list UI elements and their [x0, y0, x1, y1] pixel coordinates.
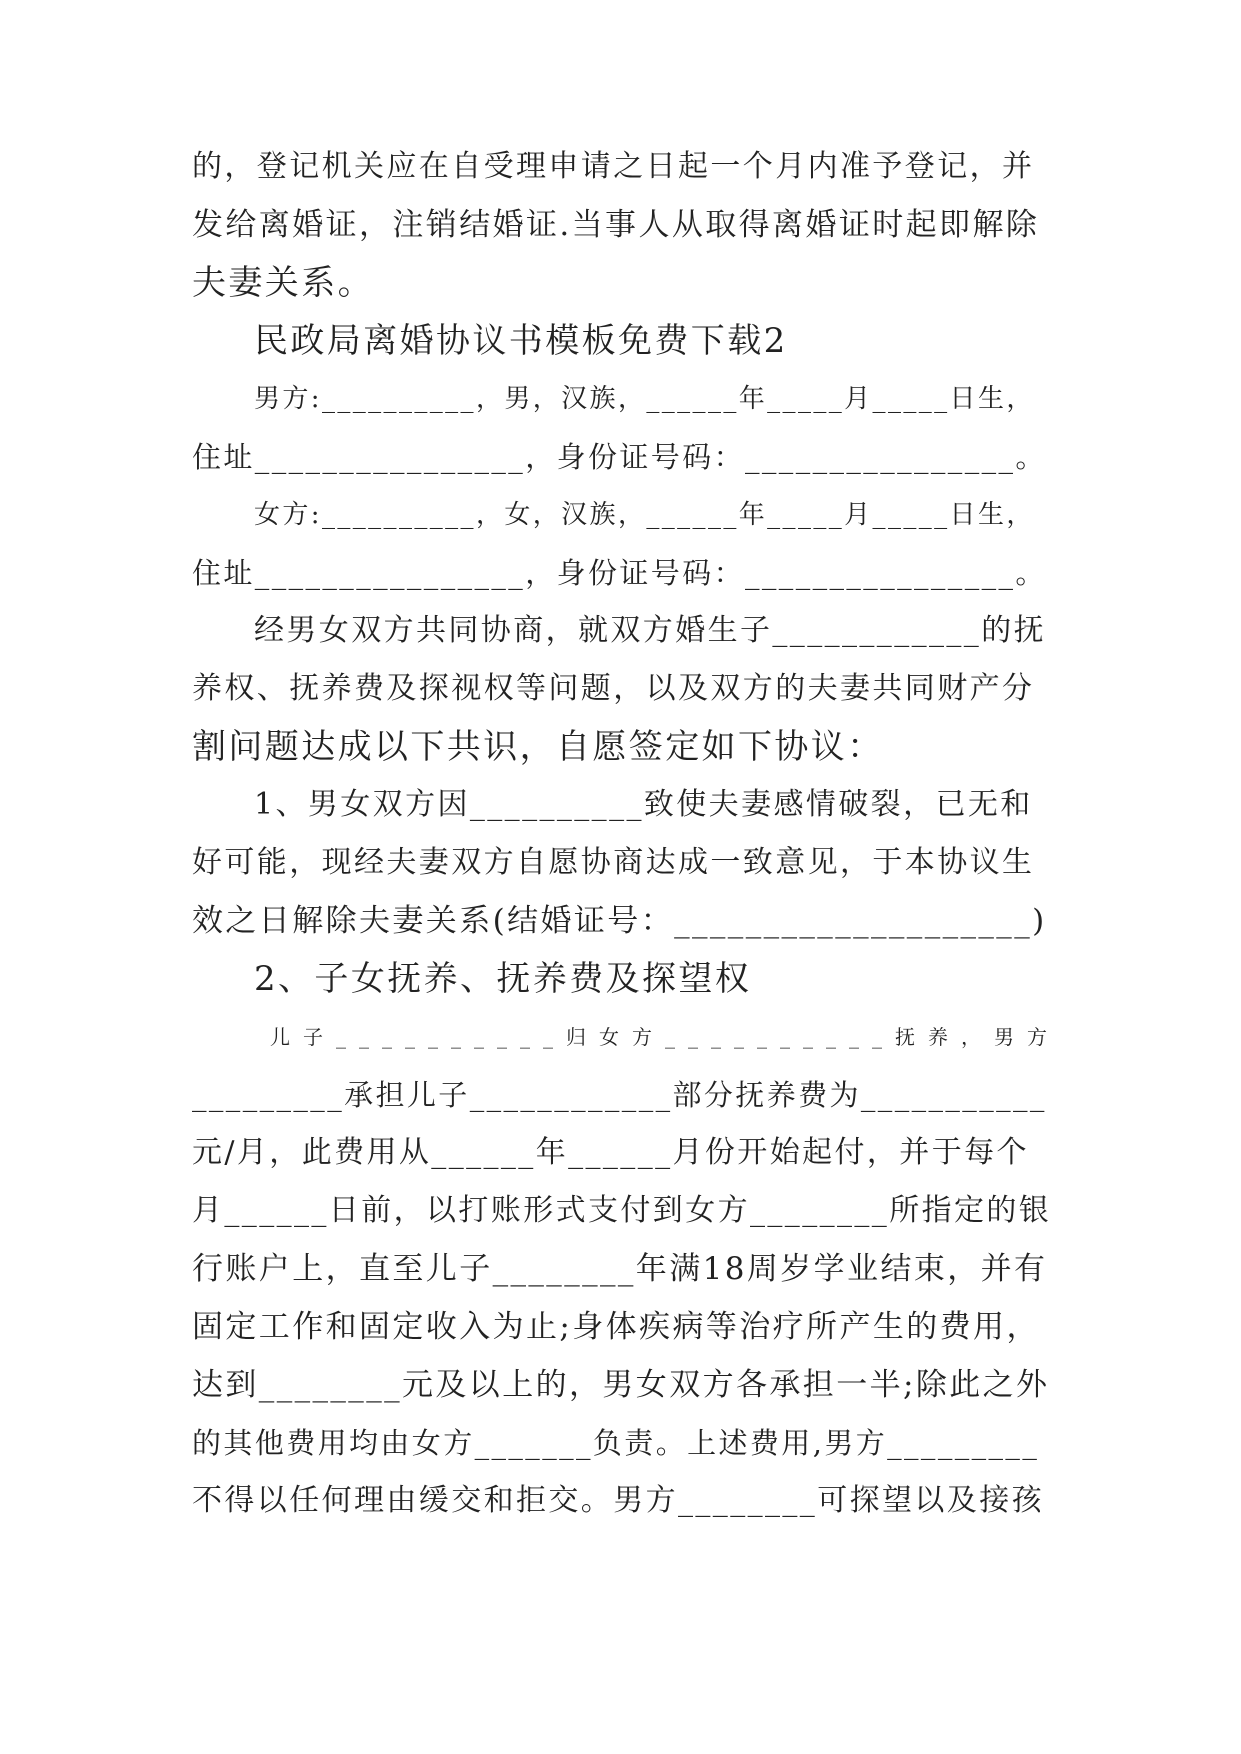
paragraph-line: 行账户上，直至儿子________年满18周岁学业结束，并有 — [192, 1251, 1048, 1287]
paragraph-line: 发给离婚证，注销结婚证.当事人从取得离婚证时起即解除 — [192, 207, 1040, 243]
paragraph-line: 的，登记机关应在自受理申请之日起一个月内准予登记，并 — [192, 149, 1035, 184]
paragraph-line: _________承担儿子____________部分抚养费为___________ — [192, 1078, 1047, 1112]
female-party-line: 女方:__________，女，汉族，______年_____月_____日生， — [254, 500, 1035, 530]
paragraph-line: 养权、抚养费及探视权等问题，以及双方的夫妻共同财产分 — [192, 671, 1035, 706]
male-party-line: 男方:__________，男，汉族，______年_____月_____日生， — [254, 384, 1035, 414]
clause-2-heading: 2、子女抚养、抚养费及探望权 — [254, 959, 752, 999]
paragraph-line: 不得以任何理由缓交和拒交。男方________可探望以及接孩 — [192, 1483, 1044, 1518]
paragraph-line: 月______日前，以打账形式支付到女方________所指定的银 — [192, 1193, 1052, 1228]
paragraph-line: 的其他费用均由女方_______负责。上述费用,男方_________ — [192, 1426, 1040, 1460]
clause-1-line: 1、男女双方因__________致使夫妻感情破裂，已无和 — [254, 787, 1033, 822]
male-address-line: 住址________________，身份证号码：________________。 — [192, 440, 1047, 474]
paragraph-line: 割问题达成以下共识，自愿签定如下协议： — [192, 727, 884, 767]
paragraph-line: 夫妻关系。 — [192, 263, 374, 303]
paragraph-line: 达到________元及以上的，男女双方各承担一半;除此之外 — [192, 1367, 1050, 1403]
female-address-line: 住址________________，身份证号码：________________。 — [192, 556, 1047, 590]
paragraph-line: 元/月，此费用从______年______月份开始起付，并于每个 — [192, 1135, 1029, 1170]
section-heading: 民政局离婚协议书模板免费下载2 — [254, 321, 788, 361]
paragraph-line: 好可能，现经夫妻双方自愿协商达成一致意见，于本协议生 — [192, 845, 1035, 880]
paragraph-line: 效之日解除夫妻关系(结婚证号：____________________) — [192, 903, 1047, 939]
paragraph-line: 儿子__________归女方__________抚养，男方 — [270, 1025, 1060, 1049]
paragraph-line: 经男女双方共同协商，就双方婚生子____________的抚 — [254, 613, 1046, 648]
paragraph-line: 固定工作和固定收入为止;身体疾病等治疗所产生的费用， — [192, 1309, 1040, 1345]
